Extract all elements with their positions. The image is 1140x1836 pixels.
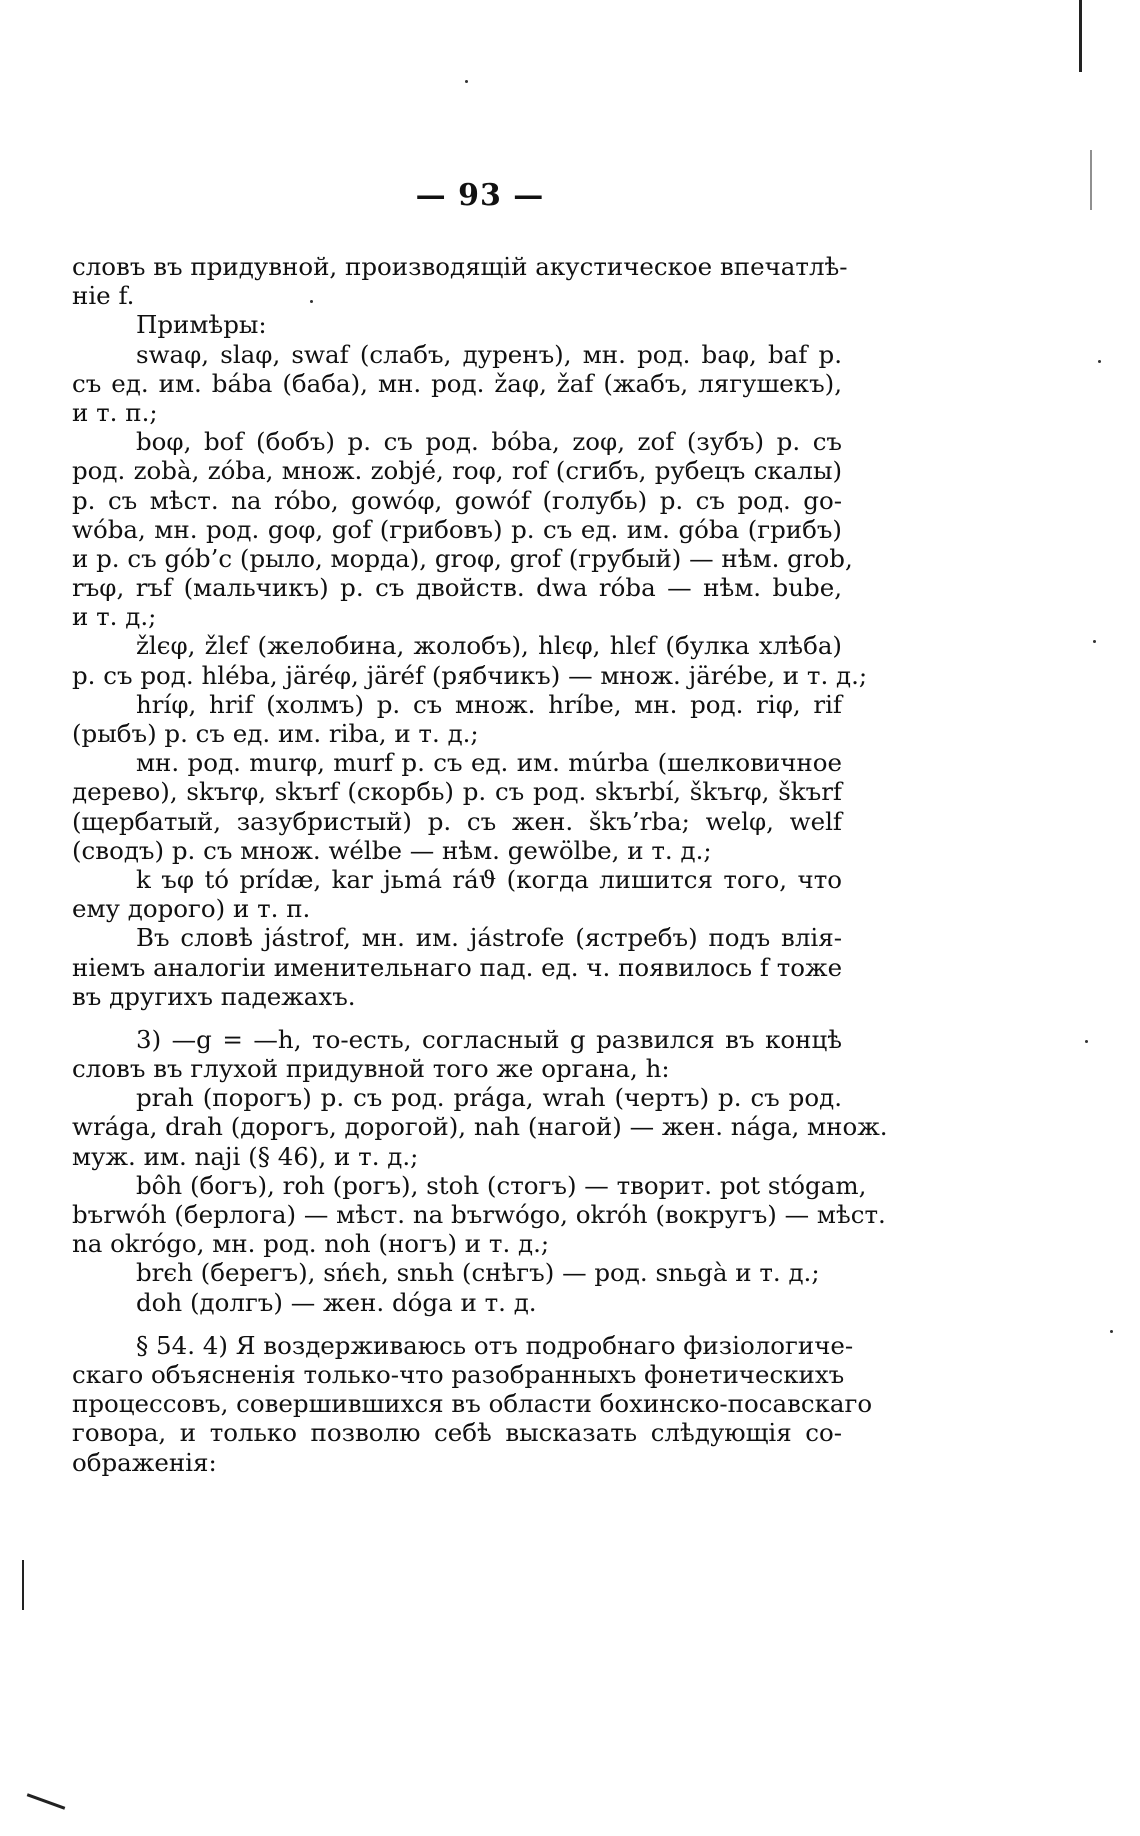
text-line: съ ед. им. bába (баба), мн. род. žaφ, žaf (жабъ, лягушекъ), — [72, 368, 842, 398]
text-line: ображенія: — [72, 1447, 217, 1477]
scan-speck — [1093, 640, 1096, 643]
text-line: дерево), skъrφ, skъrf (скорбь) р. съ род. skъrbí, škъrφ, škъrf — [72, 777, 842, 807]
text-line: brєh (берегъ), sńєh, snьh (снѣгъ) — род. snьgà и т. д.; — [136, 1258, 820, 1288]
text-line: Въ словѣ jástrof, мн. им. jástrofe (ястребъ) подъ влія- — [136, 923, 842, 953]
text-line: мн. род. murφ, murf р. съ ед. им. múrba (шелковичное — [136, 748, 842, 778]
text-line: муж. им. naji (§ 46), и т. д.; — [72, 1141, 419, 1171]
text-line: (щербатый, зазубристый) р. съ жен. škъ’rba; welφ, welf — [72, 806, 842, 836]
text-line: Примѣры: — [136, 310, 267, 340]
text-line: na okrógo, мн. род. noh (ногъ) и т. д.; — [72, 1229, 550, 1259]
text-line: и т. п.; — [72, 397, 158, 427]
text-line: k ъφ tó prídæ, kar jьmá ráϑ (когда лишится того, что — [136, 864, 842, 894]
scan-speck — [1110, 1330, 1113, 1333]
text-line: žlєφ, žlєf (желобина, жолобъ), hlєφ, hlєf (булка хлѣба) — [136, 631, 842, 661]
text-line: въ другихъ падежахъ. — [72, 981, 356, 1011]
scan-edge-mark — [27, 1793, 66, 1810]
text-line: словъ въ придувной, производящій акустическое впечатлѣ- — [72, 252, 848, 281]
text-line: словъ въ глухой придувной того же органа, h: — [72, 1054, 670, 1084]
body-text — [72, 252, 888, 1477]
text-line: ніе f. — [72, 281, 135, 311]
text-line: 3) —g = —h, то-есть, согласный g развился въ концѣ — [136, 1024, 842, 1054]
text-line: говора, и только позволю себѣ высказать слѣдующія со- — [72, 1418, 842, 1448]
text-line: ему дорого) и т. п. — [72, 894, 311, 924]
scan-speck — [1098, 360, 1101, 363]
text-line: wóba, мн. род. goφ, gof (грибовъ) р. съ ед. им. góba (грибъ) — [72, 514, 842, 544]
text-line: скаго объясненія только-что разобранныхъ фонетическихъ — [72, 1359, 845, 1389]
text-line: bôh (богъ), roh (рогъ), stoh (стогъ) — творит. pot stógam, — [136, 1170, 867, 1200]
text-line: процессовъ, совершившихся въ области бохинско-посавскаго — [72, 1389, 873, 1419]
scan-edge-mark — [1090, 150, 1092, 210]
paragraph-gap — [72, 1011, 842, 1025]
text-line: р. съ род. hléba, järéφ, järéf (рябчикъ) — множ. järébe, и т. д.; — [72, 660, 868, 690]
text-line: doh (долгъ) — жен. dóga и т. д. — [136, 1287, 537, 1317]
page-number: — 93 — — [415, 178, 545, 213]
text-line: и р. съ gób’c (рыло, морда), groφ, grof (грубый) — нѣм. grob, — [72, 543, 853, 573]
text-line: (сводъ) р. съ множ. wélbe — нѣм. gewölbe, и т. д.; — [72, 835, 712, 865]
text-line: swaφ, slaφ, swaf (слабъ, дуренъ), мн. род. baφ, baf р. — [136, 339, 842, 369]
text-line: boφ, bof (бобъ) р. съ род. bóba, zoφ, zof (зубъ) р. съ — [136, 427, 842, 457]
text-line: hríφ, hrif (холмъ) р. съ множ. hríbe, мн. род. riφ, rif — [136, 689, 842, 719]
scan-edge-mark — [22, 1560, 24, 1610]
text-line: bъrwóh (берлога) — мѣст. na bъrwógo, okróh (вокругъ) — мѣст. — [72, 1200, 886, 1229]
text-line: wrága, drah (дорогъ, дорогой), nah (нагой) — жен. nága, множ. — [72, 1112, 888, 1142]
text-line: (рыбъ) р. съ ед. им. riba, и т. д.; — [72, 719, 479, 748]
text-line: р. съ мѣст. na róbo, gowóφ, gowóf (голубь) р. съ род. go- — [72, 485, 842, 515]
scan-speck — [310, 300, 313, 303]
text-line: prah (порогъ) р. съ род. prága, wrah (чертъ) р. съ род. — [136, 1083, 842, 1113]
text-line: род. zobà, zóba, множ. zobjé, roφ, rof (сгибъ, рубецъ скалы) — [72, 456, 842, 486]
text-line: § 54. 4) Я воздерживаюсь отъ подробнаго физіологиче- — [136, 1330, 854, 1360]
text-line: rъφ, rъf (мальчикъ) р. съ двойств. dwa róba — нѣм. bube, — [72, 573, 842, 603]
text-line: и т. д.; — [72, 602, 157, 632]
paragraph-gap — [72, 1317, 842, 1331]
scan-speck — [465, 80, 468, 83]
scan-edge-mark — [1079, 0, 1082, 72]
text-line: ніемъ аналогіи именительнаго пад. ед. ч. появилось f тоже — [72, 952, 843, 982]
scan-speck — [1085, 1040, 1088, 1043]
